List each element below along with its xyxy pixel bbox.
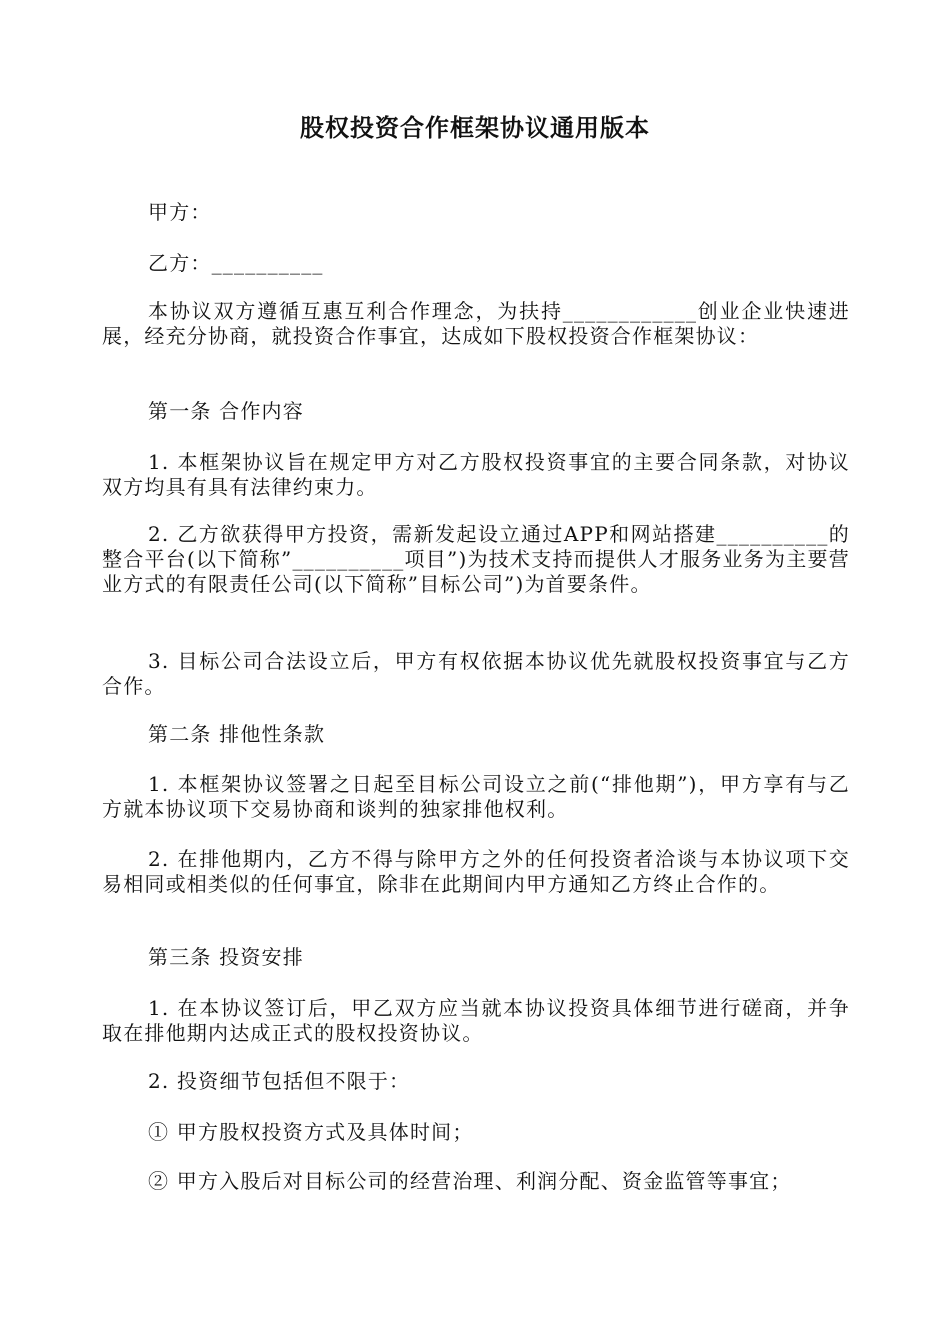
preamble-paragraph: 本协议双方遵循互惠互利合作理念，为扶持____________创业企业快速进展，经充分协商，就投资合作事宜，达成如下股权投资合作框架协议： — [102, 299, 850, 348]
article-3-clause-2: 2. 投资细节包括但不限于： — [148, 1069, 411, 1093]
article-1-clause-1: 1. 本框架协议旨在规定甲方对乙方股权投资事宜的主要合同条款，对协议双方均具有具有法律约束力。 — [102, 450, 850, 499]
party-a-line: 甲方： — [148, 200, 212, 224]
document-title: 股权投资合作框架协议通用版本 — [300, 114, 650, 142]
article-1-clause-3: 3. 目标公司合法设立后，甲方有权依据本协议优先就股权投资事宜与乙方合作。 — [102, 649, 850, 698]
article-2-heading: 第二条 排他性条款 — [148, 722, 326, 746]
party-b-line: 乙方：__________ — [148, 251, 324, 275]
investment-detail-item-1: ① 甲方股权投资方式及具体时间； — [148, 1120, 474, 1144]
article-2-clause-2: 2. 在排他期内，乙方不得与除甲方之外的任何投资者洽谈与本协议项下交易相同或相类似的任何事宜，除非在此期间内甲方通知乙方终止合作的。 — [102, 847, 850, 896]
article-1-heading: 第一条 合作内容 — [148, 399, 304, 423]
article-1-clause-2: 2. 乙方欲获得甲方投资，需新发起设立通过APP和网站搭建__________的整合平台(以下简称”__________项目”)为技术支持而提供人才服务业务为主要营业方式的有限责任公司(以下简称”目标公司”)为首要条件。 — [102, 522, 850, 596]
article-3-heading: 第三条 投资安排 — [148, 945, 304, 969]
investment-detail-item-2: ② 甲方入股后对目标公司的经营治理、利润分配、资金监管等事宜； — [148, 1169, 792, 1193]
article-2-clause-1: 1. 本框架协议签署之日起至目标公司设立之前(“排他期”)，甲方享有与乙方就本协议项下交易协商和谈判的独家排他权利。 — [102, 772, 850, 821]
article-3-clause-1: 1. 在本协议签订后，甲乙双方应当就本协议投资具体细节进行磋商，并争取在排他期内达成正式的股权投资协议。 — [102, 996, 850, 1045]
